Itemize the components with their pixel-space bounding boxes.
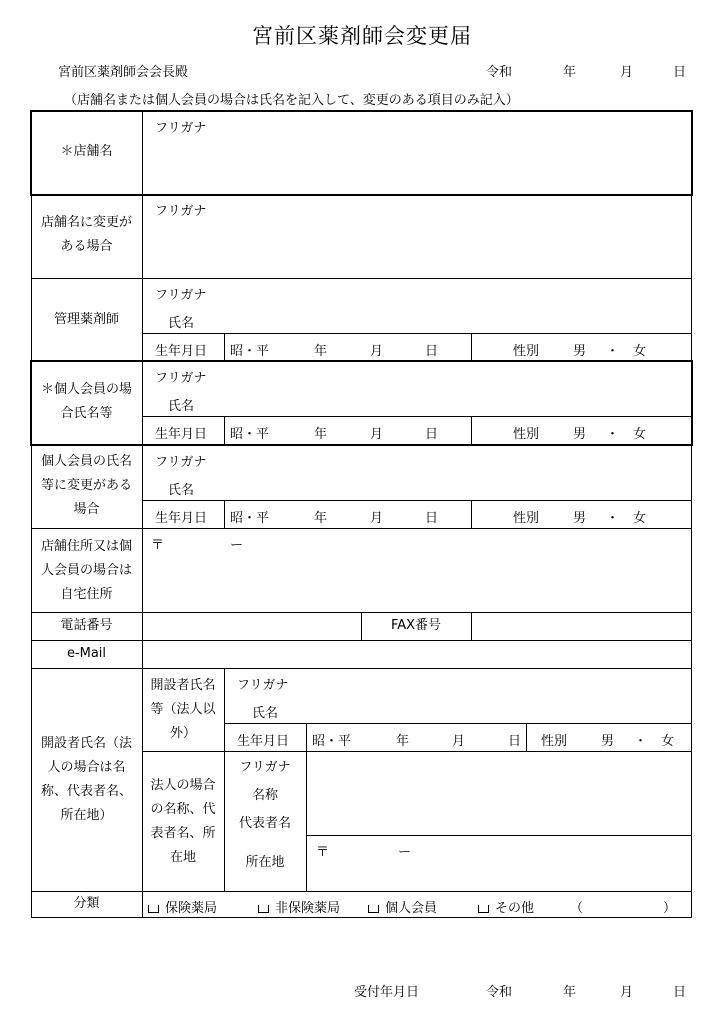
male-option[interactable]: 男: [573, 344, 587, 359]
new-store-name-field[interactable]: [142, 219, 691, 277]
gender-label: 性別: [513, 427, 540, 442]
gender-label: 性別: [513, 511, 540, 526]
footer-year: 年: [563, 985, 577, 1000]
female-option[interactable]: 女: [633, 427, 647, 442]
footer-era: 令和: [486, 985, 513, 1000]
corp-location-label: 所在地: [245, 855, 285, 870]
year-label: 年: [396, 734, 410, 749]
category-individual-member[interactable]: 個人会員: [368, 897, 437, 916]
year-label: 年: [314, 344, 328, 359]
furigana-label: フリガナ: [155, 288, 207, 303]
email-field[interactable]: [142, 641, 691, 668]
name-label: 氏名: [168, 399, 195, 414]
other-paren-close: ）: [663, 901, 677, 916]
name-label: 氏名: [168, 316, 195, 331]
store-name-field[interactable]: [142, 135, 691, 193]
gender-label: 性別: [513, 344, 540, 359]
day-label: 日: [425, 511, 439, 526]
checkbox-icon[interactable]: [368, 905, 379, 913]
month-label: 月: [370, 427, 384, 442]
birthdate-label: 生年月日: [155, 511, 208, 526]
address-field[interactable]: [142, 556, 691, 611]
furigana-label: フリガナ: [237, 678, 289, 693]
footer-day: 日: [673, 985, 687, 1000]
date-day: 日: [673, 65, 687, 80]
month-label: 月: [370, 511, 384, 526]
female-option[interactable]: 女: [633, 344, 647, 359]
email-label: e-Mail: [66, 646, 107, 661]
postal-mark: 〒: [316, 845, 330, 860]
female-option[interactable]: 女: [661, 734, 675, 749]
member-change-label: 個人会員の氏名 等に変更がある 場合: [40, 454, 132, 517]
name-label: 氏名: [168, 483, 195, 498]
month-label: 月: [370, 344, 384, 359]
member-label: ＊個人会員の場 合氏名等: [40, 382, 132, 421]
era-label: 昭・平: [230, 427, 270, 442]
founder-person-label: 開設者氏名 等（法人以 外）: [150, 678, 216, 741]
birthdate-label: 生年月日: [155, 427, 208, 442]
corp-field-labels: フリガナ 名称 代表者名: [238, 760, 291, 831]
corp-name-field[interactable]: [307, 752, 691, 834]
date-year: 年: [563, 65, 577, 80]
founder-label: 開設者氏名（法 人の場合は名 称、代表者名、 所在地）: [40, 736, 132, 823]
instruction: （店舗名または個人会員の場合は氏名を記入して、変更のある項目のみ記入）: [64, 93, 519, 108]
footer-month: 月: [620, 985, 634, 1000]
year-label: 年: [314, 427, 328, 442]
male-option[interactable]: 男: [601, 734, 615, 749]
address-label: 店舗住所又は個 人会員の場合は 自宅住所: [40, 539, 132, 602]
corp-label: 法人の場合 の名称、代 表者名、所 在地: [150, 778, 216, 865]
furigana-label: フリガナ: [155, 121, 207, 136]
recipient: 宮前区薬剤師会会長殿: [58, 65, 189, 80]
month-label: 月: [452, 734, 466, 749]
checkbox-icon[interactable]: [148, 905, 159, 913]
era-label: 昭・平: [312, 734, 352, 749]
male-option[interactable]: 男: [573, 427, 587, 442]
page-title: 宮前区薬剤師会変更届: [252, 24, 472, 48]
date-month: 月: [620, 65, 634, 80]
furigana-label: フリガナ: [155, 204, 207, 219]
year-label: 年: [314, 511, 328, 526]
postal-dash: ー: [230, 538, 244, 553]
name-label: 氏名: [252, 706, 279, 721]
separator-dot: ・: [606, 511, 620, 526]
male-option[interactable]: 男: [573, 511, 587, 526]
fax-field[interactable]: [472, 613, 691, 640]
store-name-change-label: 店舗名に変更が ある場合: [40, 215, 132, 254]
birthdate-label: 生年月日: [155, 344, 208, 359]
separator-dot: ・: [606, 344, 620, 359]
era-label: 昭・平: [230, 344, 270, 359]
category-uninsured-pharmacy[interactable]: 非保険薬局: [258, 897, 340, 916]
date-era: 令和: [486, 65, 513, 80]
birthdate-label: 生年月日: [237, 734, 290, 749]
separator-dot: ・: [634, 734, 648, 749]
postal-dash: ー: [398, 845, 412, 860]
day-label: 日: [508, 734, 522, 749]
category-other[interactable]: その他: [478, 897, 534, 916]
checkbox-icon[interactable]: [478, 905, 489, 913]
other-paren-open: （: [570, 901, 584, 916]
female-option[interactable]: 女: [633, 511, 647, 526]
day-label: 日: [425, 427, 439, 442]
day-label: 日: [425, 344, 439, 359]
checkbox-icon[interactable]: [258, 905, 269, 913]
fax-label: FAX番号: [390, 618, 442, 633]
received-date-label: 受付年月日: [354, 985, 420, 1000]
store-name-label: ＊店舗名: [60, 144, 113, 159]
phone-label: 電話番号: [60, 618, 113, 633]
furigana-label: フリガナ: [155, 455, 207, 470]
category-label: 分類: [73, 896, 100, 911]
pharmacist-label: 管理薬剤師: [53, 312, 119, 327]
gender-label: 性別: [541, 734, 568, 749]
phone-field[interactable]: [142, 613, 361, 640]
furigana-label: フリガナ: [155, 371, 207, 386]
category-insured-pharmacy[interactable]: 保険薬局: [148, 897, 217, 916]
separator-dot: ・: [606, 427, 620, 442]
era-label: 昭・平: [230, 511, 270, 526]
postal-mark: 〒: [151, 538, 165, 553]
